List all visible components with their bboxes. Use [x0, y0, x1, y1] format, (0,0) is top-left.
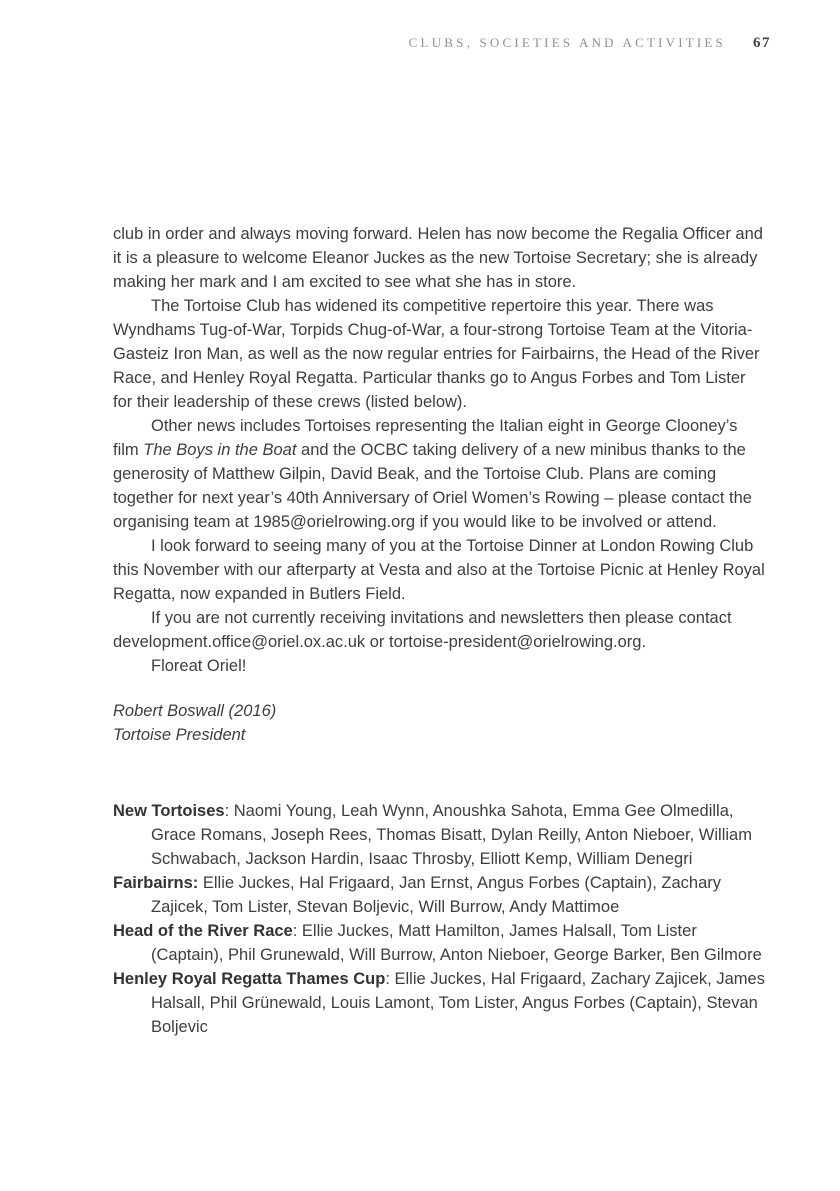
crew-names-fairbairns: Ellie Juckes, Hal Frigaard, Jan Ernst, Angus Forbes (Captain), Zachary Zajicek, Tom Lister, Stevan Boljevic, Will Burrow, Andy Mattimoe: [151, 874, 721, 916]
paragraph-1-text: club in order and always moving forward. Helen has now become the Regalia Officer and it is a pleasure to welcome Eleanor Juckes as the new Tortoise Secretary; she is already making her mark and I am excited to see what she has in store.: [113, 225, 763, 291]
paragraph-5-text: If you are not currently receiving invitations and newsletters then please contact development.office@oriel.ox.ac.uk or tortoise-president@orielrowing.org.: [113, 609, 732, 651]
crew-label-new-tortoises: New Tortoises: [113, 802, 225, 820]
header-title: CLUBS, SOCIETIES AND ACTIVITIES: [408, 35, 726, 50]
paragraph-4: [113, 534, 765, 606]
crew-names-head-of-river-race: : Ellie Juckes, Matt Hamilton, James Halsall, Tom Lister (Captain), Phil Grunewald, Will Burrow, Anton Nieboer, George Barker, Ben Gilmore: [151, 922, 762, 964]
crew-label-henley-thames-cup: Henley Royal Regatta Thames Cup: [113, 970, 386, 988]
signature-role: Tortoise President: [113, 726, 246, 744]
crew-names-new-tortoises: : Naomi Young, Leah Wynn, Anoushka Sahota, Emma Gee Olmedilla, Grace Romans, Joseph Rees, Thomas Bisatt, Dylan Reilly, Anton Nieboer, William Schwabach, Jackson Hardin, Isaac Throsby, Elliott Kemp, William Denegri: [151, 802, 752, 868]
crew-list-fairbairns: [113, 871, 765, 919]
crew-label-head-of-river-race: Head of the River Race: [113, 922, 293, 940]
crew-list-new-tortoises: [113, 799, 765, 871]
crew-lists: [113, 799, 765, 1039]
crew-label-fairbairns: Fairbairns:: [113, 874, 199, 892]
paragraph-1: [113, 222, 765, 294]
signature-name: Robert Boswall (2016): [113, 702, 277, 720]
paragraph-2-text: The Tortoise Club has widened its competitive repertoire this year. There was Wyndhams Tug-of-War, Torpids Chug-of-War, a four-strong Tortoise Team at the Vitoria-Gasteiz Iron Man, as well as the now regular entries for Fairbairns, the Head of the River Race, and Henley Royal Regatta. Particular thanks go to Angus Forbes and Tom Lister for their leadership of these crews (listed below).: [113, 297, 760, 411]
crew-list-head-of-river-race: [113, 919, 765, 967]
crew-list-henley-thames-cup: [113, 967, 765, 1039]
paragraph-3: [113, 414, 765, 534]
paragraph-6: [113, 654, 765, 678]
paragraph-3-text-b: and the OCBC taking delivery of a new minibus thanks to the generosity of Matthew Gilpin, David Beak, and the Tortoise Club. Plans are coming together for next year’s 40th Anniversary of Oriel Women’s Rowing – please contact the organising team at 1985@orielrowing.org if you would like to be involved or attend.: [113, 441, 752, 531]
paragraph-4-text: I look forward to seeing many of you at the Tortoise Dinner at London Rowing Club this November with our afterparty at Vesta and also at the Tortoise Picnic at Henley Royal Regatta, now expanded in Butlers Field.: [113, 537, 765, 603]
book-title-italic: The Boys in the Boat: [143, 441, 297, 459]
crew-names-henley-thames-cup: : Ellie Juckes, Hal Frigaard, Zachary Zajicek, James Halsall, Phil Grünewald, Louis Lamont, Tom Lister, Angus Forbes (Captain), Stevan Boljevic: [151, 970, 765, 1036]
paragraph-6-text: Floreat Oriel!: [151, 657, 247, 675]
body-text: [113, 222, 765, 1039]
running-header: [113, 35, 771, 52]
paragraph-5: [113, 606, 765, 654]
paragraph-2: [113, 294, 765, 414]
paragraph-3-text-a: Other news includes Tortoises representing the Italian eight in George Clooney’s film: [113, 417, 738, 459]
signature-block: [113, 699, 765, 747]
page-number: 67: [753, 35, 771, 51]
